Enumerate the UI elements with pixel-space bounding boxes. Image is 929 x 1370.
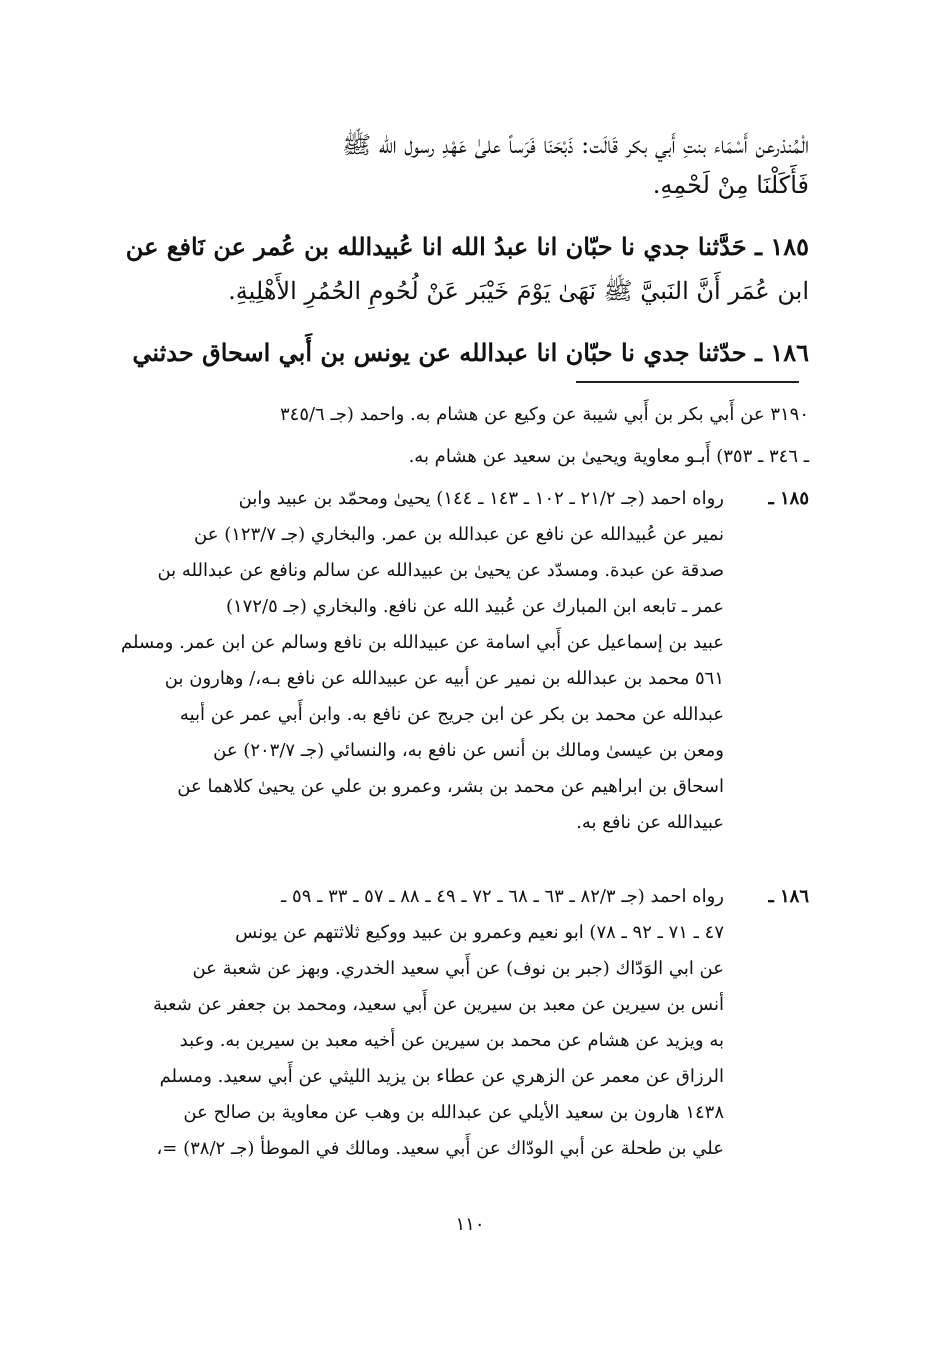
footnote-line: ٣١٩٠ عن أَبي بكر بن أَبي شيبة عن وكيع عن هشام به. واحمد (جـ ٣٤٥/٦ (279, 404, 809, 425)
footnote-line: ـ ٣٤٦ ـ ٣٥٣) أَبـو معاوية ويحيىٰ بن سعيد عن هشام به. (408, 446, 809, 467)
footnote-185-line: عبدالله عن محمد بن بكر عن ابن جريج عن نافع به. وابن أَبي عمر عن أبيه (179, 704, 724, 725)
footnote-number-186: ١٨٦ ـ (768, 886, 809, 907)
footnote-185-line: ٥٦١ محمد بن عبدالله بن نمير عن أبيه عن عبيدالله عن نافع بـه،/ وهارون بن (164, 668, 724, 689)
footnote-separator (576, 381, 799, 383)
footnote-185-line: عمر ـ تابعه ابن المبارك عن عُبيد الله عن نافع. والبخاري (جـ ١٧٢/٥) (225, 596, 724, 617)
main-text-line: فَأَكَلْنَا مِنْ لَحْمِهِ. (652, 171, 809, 199)
page-number: ١١٠ (455, 1214, 485, 1235)
footnote-185-line: اسحاق بن ابراهيم عن محمد بن بشر، وعمرو بن علي عن يحيىٰ كلاهما عن (177, 776, 724, 797)
footnote-185-line: صدقة عن عبدة. ومسدّد عن يحيىٰ بن عبيدالله عن سالم ونافع عن عبدالله بن (157, 560, 724, 581)
hadith-186-line: ١٨٦ ـ حدّثنا جدي نا حبّان انا عبدالله عن يونس بن أَبي اسحاق حدثني (132, 338, 809, 367)
main-text-line: الْمُنذرعن أَسْمَاء بنتِ أَبي بكر قَالَت: ذَبْحَنَا فَرَساً علىٰ عَهْدِ رسول الله ﷺ (342, 131, 809, 159)
main-text-line: ابن عُمَر أَنَّ النَبيَّ ﷺ نَهَىٰ يَوْمَ خَيْبَر عَنْ لُحُومِ الحُمُرِ الأَهْلِيةِ. (228, 277, 809, 305)
footnote-186-line: عن ابي الوَدّاك (جبر بن نوف) عن أَبي سعيد الخدري. وبهز عن شعبة عن (192, 958, 724, 979)
footnote-185-line: عبيدالله عن نافع به. (576, 812, 724, 833)
footnote-186-line: رواه احمد (جـ ٨٢/٣ ـ ٦٣ ـ ٦٨ ـ ٧٢ ـ ٤٩ ـ ٨٨ ـ ٥٧ ـ ٣٣ ـ ٥٩ ـ (281, 886, 724, 907)
footnote-number-185: ١٨٥ ـ (768, 488, 809, 509)
hadith-185-line: ١٨٥ ـ حَدَّثنا جدي نا حبّان انا عبدُ الله انا عُبيدالله بن عُمر عن نَافع عن (125, 232, 809, 261)
footnote-186-line: الرزاق عن معمر عن الزهري عن عطاء بن يزيد الليثي عن أَبي سعيد. ومسلم (159, 1066, 724, 1087)
footnote-186-line: علي بن طحلة عن أبي الودّاك عن أَبي سعيد. ومالك في الموطأ (جـ ٣٨/٢) =، (156, 1138, 724, 1159)
footnote-186-line: ١٤٣٨ هارون بن سعيد الأيلي عن عبدالله بن وهب عن معاوية بن صالح عن (183, 1102, 724, 1123)
footnote-185-line: نمير عن عُبيدالله عن نافع عن عبدالله بن عمر. والبخاري (جـ ١٢٣/٧) عن (194, 524, 724, 545)
footnote-186-line: ٤٧ ـ ٧١ ـ ٩٢ ـ ٧٨) ابو نعيم وعمرو بن عبيد ووكيع ثلاثتهم عن يونس (235, 922, 724, 943)
footnote-186-line: أنس بن سيرين عن معبد بن سيرين عن أَبي سعيد، ومحمد بن جعفر عن شعبة (152, 994, 724, 1015)
footnote-186-line: به ويزيد عن هشام عن محمد بن سيرين عن أخيه معبد بن سيرين به. وعبد (179, 1030, 724, 1051)
footnote-185-line: عبيد بن إسماعيل عن أَبي اسامة عن عبيدالله بن نافع وسالم عن ابن عمر. ومسلم (121, 632, 724, 653)
footnote-185-line: رواه احمد (جـ ٢١/٢ ـ ١٠٢ ـ ١٤٣ ـ ١٤٤) يحيىٰ ومحمّد بن عبيد وابن (238, 488, 724, 509)
footnote-185-line: ومعن بن عيسىٰ ومالك بن أنس عن نافع به، والنسائي (جـ ٢٠٣/٧) عن (213, 740, 724, 761)
